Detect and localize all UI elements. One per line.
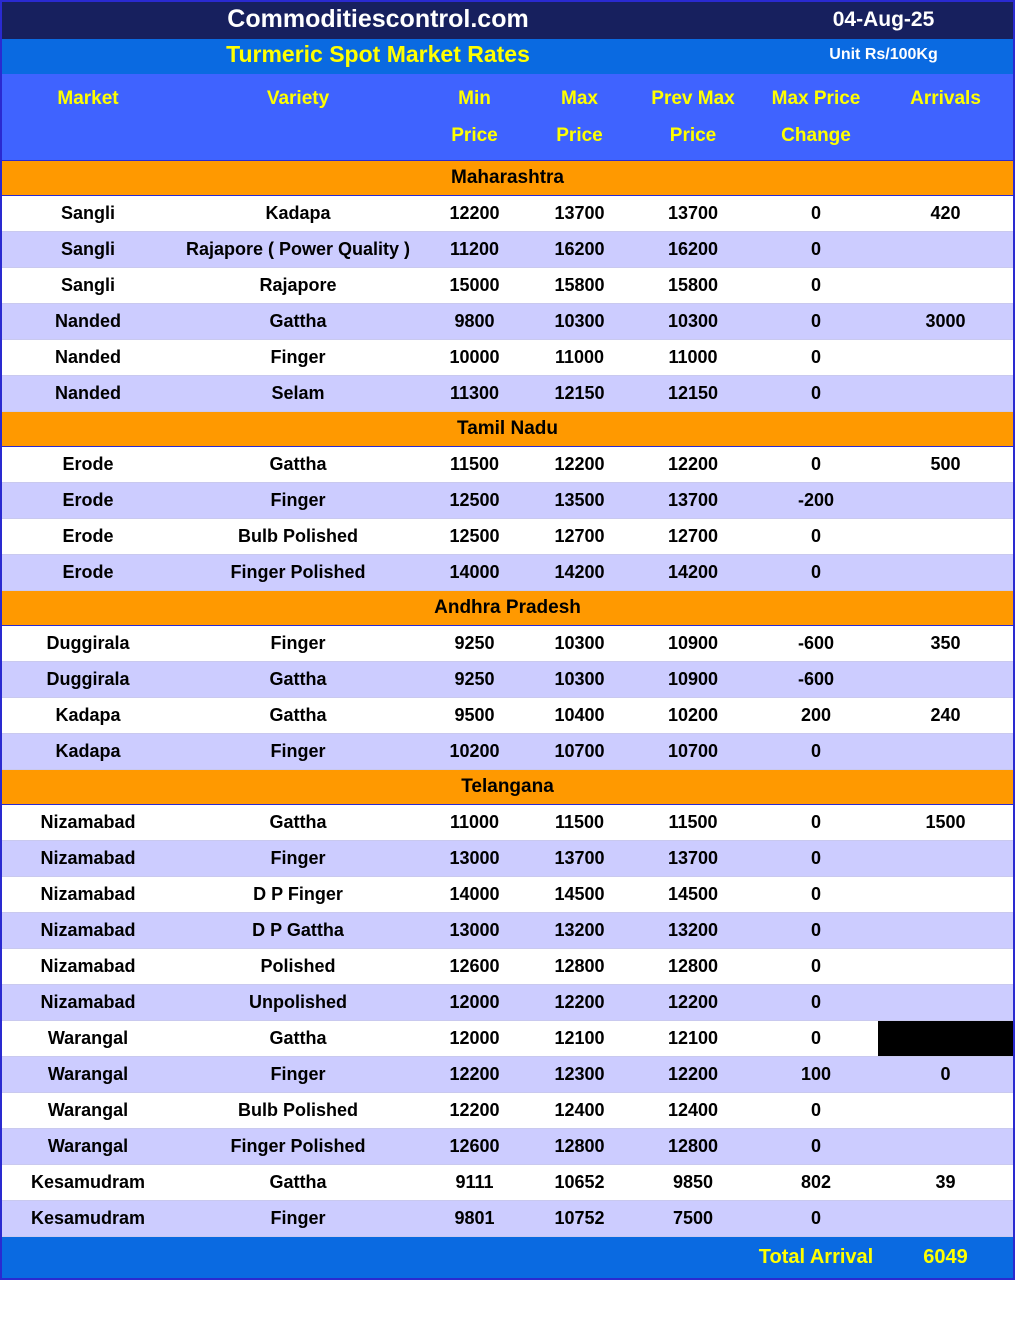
cell-arrivals: 350 — [878, 626, 1013, 662]
cell-max-price: 12700 — [527, 519, 632, 555]
cell-min-price: 12500 — [422, 519, 527, 555]
cell-prev-max-price: 12150 — [632, 376, 754, 412]
cell-prev-max-price: 10200 — [632, 698, 754, 734]
cell-arrivals — [878, 949, 1013, 985]
cell-max-price: 13200 — [527, 913, 632, 949]
cell-market: Nanded — [2, 340, 174, 376]
cell-prev-max-price: 12700 — [632, 519, 754, 555]
cell-variety: Finger — [174, 734, 422, 770]
cell-max-price-change: -600 — [754, 662, 878, 698]
cell-market: Nanded — [2, 304, 174, 340]
cell-prev-max-price: 12200 — [632, 447, 754, 483]
cell-max-price: 15800 — [527, 268, 632, 304]
cell-market: Warangal — [2, 1057, 174, 1093]
cell-arrivals: 420 — [878, 196, 1013, 232]
cell-market: Nizamabad — [2, 877, 174, 913]
cell-min-price: 9111 — [422, 1165, 527, 1201]
cell-max-price: 12800 — [527, 1129, 632, 1165]
cell-prev-max-price: 12200 — [632, 1057, 754, 1093]
cell-market: Warangal — [2, 1129, 174, 1165]
cell-max-price-change: -200 — [754, 483, 878, 519]
cell-min-price: 9800 — [422, 304, 527, 340]
cell-min-price: 12200 — [422, 1093, 527, 1129]
cell-arrivals — [878, 340, 1013, 376]
cell-market: Warangal — [2, 1093, 174, 1129]
cell-min-price: 9250 — [422, 626, 527, 662]
table-body — [2, 2, 1013, 160]
col-header-max-price — [527, 74, 632, 160]
cell-arrivals — [878, 734, 1013, 770]
cell-arrivals — [878, 376, 1013, 412]
cell-market: Erode — [2, 519, 174, 555]
table-row — [2, 913, 1013, 949]
cell-prev-max-price: 10300 — [632, 304, 754, 340]
cell-min-price: 14000 — [422, 877, 527, 913]
cell-min-price: 12500 — [422, 483, 527, 519]
cell-min-price: 9500 — [422, 698, 527, 734]
footer-body — [2, 1237, 1013, 1279]
table-row — [2, 1057, 1013, 1093]
cell-max-price-change: 0 — [754, 1129, 878, 1165]
cell-max-price: 12150 — [527, 376, 632, 412]
cell-variety: Bulb Polished — [174, 519, 422, 555]
cell-max-price: 12800 — [527, 949, 632, 985]
cell-market: Nizamabad — [2, 841, 174, 877]
cell-variety: Finger Polished — [174, 555, 422, 591]
cell-market: Kesamudram — [2, 1201, 174, 1237]
cell-min-price: 15000 — [422, 268, 527, 304]
cell-arrivals: 3000 — [878, 304, 1013, 340]
cell-max-price: 10400 — [527, 698, 632, 734]
cell-prev-max-price: 10700 — [632, 734, 754, 770]
cell-max-price-change: 0 — [754, 841, 878, 877]
cell-max-price: 10752 — [527, 1201, 632, 1237]
site-title: Commoditiescontrol.com — [2, 2, 754, 39]
region-name: Maharashtra — [2, 161, 1013, 196]
cell-variety: D P Finger — [174, 877, 422, 913]
cell-arrivals: 0 — [878, 1057, 1013, 1093]
table-row — [2, 232, 1013, 268]
cell-prev-max-price: 13700 — [632, 483, 754, 519]
cell-prev-max-price: 10900 — [632, 626, 754, 662]
col-header-arrivals: Arrivals — [878, 74, 1013, 160]
cell-min-price: 11000 — [422, 805, 527, 841]
cell-max-price-change: 0 — [754, 555, 878, 591]
cell-variety: Finger — [174, 626, 422, 662]
cell-variety: Rajapore ( Power Quality ) — [174, 232, 422, 268]
table-row — [2, 519, 1013, 555]
cell-max-price: 13500 — [527, 483, 632, 519]
cell-arrivals — [878, 1093, 1013, 1129]
report-date: 04-Aug-25 — [754, 2, 1013, 39]
subtitle-bar — [2, 39, 1013, 74]
cell-min-price: 13000 — [422, 841, 527, 877]
table-row — [2, 376, 1013, 412]
cell-max-price: 11500 — [527, 805, 632, 841]
col-header-max-price-change — [754, 74, 878, 160]
cell-min-price: 11300 — [422, 376, 527, 412]
region-header-row — [2, 591, 1013, 626]
cell-arrivals: 1500 — [878, 805, 1013, 841]
cell-prev-max-price: 11500 — [632, 805, 754, 841]
cell-prev-max-price: 12100 — [632, 1021, 754, 1057]
table-row — [2, 698, 1013, 734]
cell-max-price: 12200 — [527, 447, 632, 483]
col-header-prev-max-line1: Prev Max — [651, 88, 735, 109]
cell-arrivals — [878, 913, 1013, 949]
table-row — [2, 268, 1013, 304]
cell-arrivals — [878, 985, 1013, 1021]
table-row — [2, 949, 1013, 985]
cell-min-price: 12000 — [422, 1021, 527, 1057]
col-header-min-price-line2: Price — [451, 125, 498, 147]
cell-arrivals — [878, 555, 1013, 591]
table-row — [2, 196, 1013, 232]
cell-prev-max-price: 13700 — [632, 196, 754, 232]
rates-table — [2, 2, 1013, 160]
cell-arrivals — [878, 1021, 1013, 1057]
cell-max-price: 14200 — [527, 555, 632, 591]
cell-market: Nizamabad — [2, 985, 174, 1021]
cell-variety: Finger — [174, 483, 422, 519]
cell-market: Nizamabad — [2, 949, 174, 985]
cell-max-price-change: 0 — [754, 1093, 878, 1129]
cell-market: Kadapa — [2, 734, 174, 770]
rates-rows — [2, 161, 1013, 1237]
cell-max-price-change: 0 — [754, 877, 878, 913]
cell-prev-max-price: 12400 — [632, 1093, 754, 1129]
col-header-min-price-line1: Min — [458, 88, 491, 109]
cell-market: Sangli — [2, 232, 174, 268]
title-bar — [2, 2, 1013, 39]
cell-max-price: 12400 — [527, 1093, 632, 1129]
cell-market: Sangli — [2, 196, 174, 232]
cell-variety: Gattha — [174, 805, 422, 841]
cell-max-price-change: 0 — [754, 734, 878, 770]
col-header-variety: Variety — [174, 74, 422, 160]
column-headers — [2, 74, 1013, 160]
cell-variety: Finger — [174, 1057, 422, 1093]
cell-arrivals: 240 — [878, 698, 1013, 734]
col-header-change-line1: Max Price — [771, 88, 861, 109]
cell-max-price: 12300 — [527, 1057, 632, 1093]
table-row — [2, 1129, 1013, 1165]
cell-prev-max-price: 12800 — [632, 1129, 754, 1165]
cell-max-price: 10652 — [527, 1165, 632, 1201]
col-header-max-price-line2: Price — [556, 125, 603, 147]
total-arrival-value: 6049 — [878, 1237, 1013, 1279]
cell-prev-max-price: 15800 — [632, 268, 754, 304]
cell-market: Sangli — [2, 268, 174, 304]
region-name: Telangana — [2, 770, 1013, 805]
cell-market: Duggirala — [2, 662, 174, 698]
cell-max-price-change: 100 — [754, 1057, 878, 1093]
cell-min-price: 13000 — [422, 913, 527, 949]
cell-variety: Gattha — [174, 447, 422, 483]
table-row — [2, 985, 1013, 1021]
cell-min-price: 14000 — [422, 555, 527, 591]
cell-market: Kadapa — [2, 698, 174, 734]
cell-min-price: 10000 — [422, 340, 527, 376]
cell-market: Duggirala — [2, 626, 174, 662]
cell-max-price-change: 0 — [754, 1201, 878, 1237]
table-row — [2, 340, 1013, 376]
table-row — [2, 483, 1013, 519]
cell-variety: Kadapa — [174, 196, 422, 232]
region-header-row — [2, 412, 1013, 447]
cell-variety: Rajapore — [174, 268, 422, 304]
cell-min-price: 12000 — [422, 985, 527, 1021]
cell-variety: Gattha — [174, 1165, 422, 1201]
cell-max-price-change: 200 — [754, 698, 878, 734]
cell-max-price: 10300 — [527, 626, 632, 662]
cell-arrivals — [878, 1129, 1013, 1165]
unit-label: Unit Rs/100Kg — [754, 39, 1013, 74]
cell-max-price-change: 0 — [754, 913, 878, 949]
cell-min-price: 11200 — [422, 232, 527, 268]
table-row — [2, 1201, 1013, 1237]
cell-max-price: 14500 — [527, 877, 632, 913]
cell-prev-max-price: 13200 — [632, 913, 754, 949]
table-row — [2, 841, 1013, 877]
cell-max-price: 11000 — [527, 340, 632, 376]
cell-min-price: 12600 — [422, 1129, 527, 1165]
cell-arrivals: 500 — [878, 447, 1013, 483]
table-row — [2, 877, 1013, 913]
table-row — [2, 1021, 1013, 1057]
cell-market: Nizamabad — [2, 805, 174, 841]
cell-prev-max-price: 12200 — [632, 985, 754, 1021]
cell-arrivals — [878, 268, 1013, 304]
cell-market: Nizamabad — [2, 913, 174, 949]
cell-max-price-change: 0 — [754, 447, 878, 483]
table-row — [2, 662, 1013, 698]
col-header-market: Market — [2, 74, 174, 160]
rates-table-data — [2, 160, 1013, 1278]
cell-market: Erode — [2, 447, 174, 483]
total-arrival-row — [2, 1237, 1013, 1279]
cell-max-price-change: -600 — [754, 626, 878, 662]
cell-max-price: 16200 — [527, 232, 632, 268]
cell-max-price-change: 0 — [754, 232, 878, 268]
table-row — [2, 1093, 1013, 1129]
cell-max-price: 13700 — [527, 841, 632, 877]
cell-market: Erode — [2, 483, 174, 519]
cell-min-price: 11500 — [422, 447, 527, 483]
cell-min-price: 9801 — [422, 1201, 527, 1237]
table-row — [2, 1165, 1013, 1201]
table-row — [2, 805, 1013, 841]
cell-variety: Gattha — [174, 662, 422, 698]
cell-variety: Gattha — [174, 304, 422, 340]
cell-max-price-change: 0 — [754, 949, 878, 985]
col-header-max-price-line1: Max — [561, 88, 598, 109]
cell-prev-max-price: 11000 — [632, 340, 754, 376]
cell-prev-max-price: 9850 — [632, 1165, 754, 1201]
cell-prev-max-price: 14500 — [632, 877, 754, 913]
cell-prev-max-price: 16200 — [632, 232, 754, 268]
cell-max-price: 12100 — [527, 1021, 632, 1057]
cell-variety: Selam — [174, 376, 422, 412]
cell-variety: Finger Polished — [174, 1129, 422, 1165]
cell-variety: D P Gattha — [174, 913, 422, 949]
cell-max-price-change: 0 — [754, 304, 878, 340]
cell-arrivals — [878, 877, 1013, 913]
cell-arrivals — [878, 232, 1013, 268]
cell-prev-max-price: 12800 — [632, 949, 754, 985]
cell-variety: Gattha — [174, 1021, 422, 1057]
cell-min-price: 10200 — [422, 734, 527, 770]
total-arrival-label: Total Arrival — [754, 1237, 878, 1279]
region-name: Andhra Pradesh — [2, 591, 1013, 626]
cell-max-price: 13700 — [527, 196, 632, 232]
cell-market: Erode — [2, 555, 174, 591]
cell-arrivals: 39 — [878, 1165, 1013, 1201]
cell-arrivals — [878, 519, 1013, 555]
cell-max-price-change: 0 — [754, 985, 878, 1021]
cell-max-price-change: 0 — [754, 196, 878, 232]
cell-variety: Polished — [174, 949, 422, 985]
cell-prev-max-price: 10900 — [632, 662, 754, 698]
cell-variety: Finger — [174, 1201, 422, 1237]
cell-variety: Unpolished — [174, 985, 422, 1021]
cell-min-price: 9250 — [422, 662, 527, 698]
cell-variety: Bulb Polished — [174, 1093, 422, 1129]
table-row — [2, 555, 1013, 591]
cell-variety: Gattha — [174, 698, 422, 734]
cell-max-price: 12200 — [527, 985, 632, 1021]
cell-max-price: 10300 — [527, 662, 632, 698]
table-row — [2, 304, 1013, 340]
cell-prev-max-price: 13700 — [632, 841, 754, 877]
region-header-row — [2, 161, 1013, 196]
cell-min-price: 12200 — [422, 1057, 527, 1093]
total-spacer — [2, 1237, 754, 1279]
cell-max-price-change: 802 — [754, 1165, 878, 1201]
cell-max-price-change: 0 — [754, 376, 878, 412]
region-header-row — [2, 770, 1013, 805]
cell-prev-max-price: 7500 — [632, 1201, 754, 1237]
cell-market: Warangal — [2, 1021, 174, 1057]
region-name: Tamil Nadu — [2, 412, 1013, 447]
cell-prev-max-price: 14200 — [632, 555, 754, 591]
cell-max-price-change: 0 — [754, 268, 878, 304]
cell-min-price: 12200 — [422, 196, 527, 232]
report-title: Turmeric Spot Market Rates — [2, 39, 754, 74]
table-row — [2, 626, 1013, 662]
cell-max-price: 10700 — [527, 734, 632, 770]
cell-arrivals — [878, 483, 1013, 519]
cell-market: Kesamudram — [2, 1165, 174, 1201]
col-header-change-line2: Change — [781, 125, 851, 147]
col-header-prev-max-line2: Price — [669, 125, 717, 147]
cell-variety: Finger — [174, 841, 422, 877]
table-row — [2, 447, 1013, 483]
cell-max-price-change: 0 — [754, 340, 878, 376]
cell-arrivals — [878, 1201, 1013, 1237]
cell-min-price: 12600 — [422, 949, 527, 985]
cell-arrivals — [878, 841, 1013, 877]
col-header-min-price — [422, 74, 527, 160]
cell-max-price-change: 0 — [754, 805, 878, 841]
cell-arrivals — [878, 662, 1013, 698]
cell-market: Nanded — [2, 376, 174, 412]
table-row — [2, 734, 1013, 770]
cell-max-price-change: 0 — [754, 519, 878, 555]
cell-max-price: 10300 — [527, 304, 632, 340]
cell-variety: Finger — [174, 340, 422, 376]
col-header-prev-max-price — [632, 74, 754, 160]
cell-max-price-change: 0 — [754, 1021, 878, 1057]
